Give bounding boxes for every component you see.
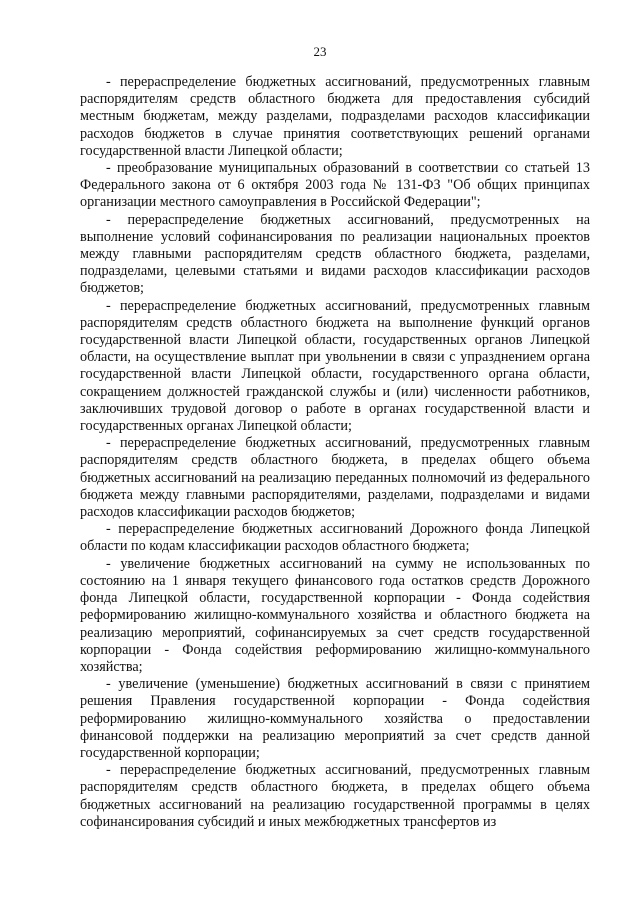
paragraph: - перераспределение бюджетных ассигнований, предусмотренных главным распорядителям средств областного бюджета, в пределах общего объема бюджетных ассигнований на реализацию переданных полномочий из федерального бюджета между главными распорядителями, разделами, подразделами и видами расходов классификации расходов бюджетов; <box>80 435 590 521</box>
paragraph: - перераспределение бюджетных ассигнований, предусмотренных главным распорядителям средств областного бюджета для предоставления субсидий местным бюджетам, между разделами, подразделами расходов классификации расходов бюджетов в случае принятия соответствующих решений органами государственной власти Липецкой области; <box>80 74 590 159</box>
paragraph: - перераспределение бюджетных ассигнований, предусмотренных главным распорядителям средств областного бюджета на выполнение функций органов государственной власти Липецкой области, государственных органов Липецкой области, на осуществление выплат при увольнении в связи с упразднением органа государственной власти Липецкой области, государственного органа области, сокращением должностей гражданской службы и (или) численности работников, заключивших трудовой договор о работе в органах государственной власти и государственных органах Липецкой области; <box>80 297 590 435</box>
paragraph: - преобразование муниципальных образований в соответствии со статьей 13 Федерального закона от 6 октября 2003 года № 131-ФЗ "Об общих принципах организации местного самоуправления в Российской Федерации"; <box>80 160 590 211</box>
paragraph: - увеличение (уменьшение) бюджетных ассигнований в связи с принятием решения Правления государственной корпорации - Фонда содействия реформированию жилищно-коммунального хозяйства о предоставлении финансовой поддержки на реализацию мероприятий за счет средств данной государственной корпорации; <box>80 676 590 761</box>
paragraph: - увеличение бюджетных ассигнований на сумму не использованных по состоянию на 1 января текущего финансового года остатков средств Дорожного фонда Липецкой области, государственной корпорации - Фонда содействия реформированию жилищно-коммунального хозяйства и областного бюджета на реализацию мероприятий, софинансируемых за счет средств государственной корпорации - Фонда содействия реформированию жилищно-коммунального хозяйства; <box>80 555 590 675</box>
paragraph: - перераспределение бюджетных ассигнований, предусмотренных главным распорядителям средств областного бюджета, в пределах общего объема бюджетных ассигнований на реализацию государственной программы в целях софинансирования субсидий и иных межбюджетных трансфертов из <box>80 762 590 830</box>
paragraph: - перераспределение бюджетных ассигнований, предусмотренных на выполнение условий софинансирования по реализации национальных проектов между главными распорядителям средств областного бюджета, разделами, подразделами, целевыми статьями и видами расходов классификации расходов бюджетов; <box>80 211 590 297</box>
document-body <box>80 74 590 831</box>
page-number: 23 <box>313 44 327 59</box>
paragraph: - перераспределение бюджетных ассигнований Дорожного фонда Липецкой области по кодам классификации расходов областного бюджета; <box>80 521 590 555</box>
